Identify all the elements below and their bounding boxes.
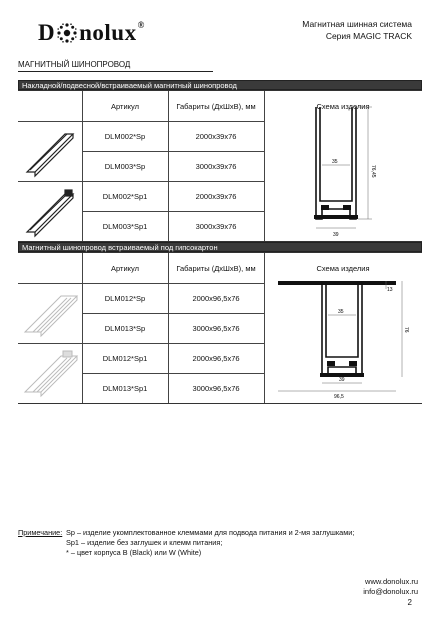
table1-row-line [82,211,264,212]
table2-row-line [82,373,264,374]
table2-row-line [18,283,264,284]
scheme2-flange-label: 13 [387,287,393,293]
track-profile-sp1-image [21,184,79,239]
table1-band: Накладной/подвесной/встраиваемый магнитный шинопровод [18,80,422,90]
table2-row4-dims: 3000х96,5х76 [192,384,240,393]
notes-line2: Sp1 – изделие без заглушек и клемм питания; [66,538,223,547]
notes-line1: Sp – изделие укомплектованное клеммами для подвода питания и 2-мя заглушками; [66,528,355,537]
footer-email-link[interactable]: info@donolux.ru [363,587,418,596]
table2-header-dims: Габариты (ДхШхВ), мм [176,264,256,273]
scheme2-inner-label: 35 [338,309,344,315]
table1-row2-dims: 3000х39х76 [195,162,237,171]
table2-row3-dims: 2000х96,5х76 [192,354,240,363]
table2-header-scheme: Схема изделия [316,264,370,273]
registered-mark: ® [137,20,145,30]
table1-row-line [18,181,264,182]
header-line2: Серия MAGIC TRACK [325,31,412,41]
scheme2-height-label: 76 [403,327,409,333]
table1-header-article: Артикул [111,102,139,111]
table1-divider [264,91,265,241]
table2-row-line [18,343,264,344]
table2 [18,252,422,404]
table2-row2-dims: 3000х96,5х76 [192,324,240,333]
table2-row-line [82,313,264,314]
table2-divider [264,253,265,403]
plaster-track-image [21,286,79,341]
table2-row1-dims: 2000х96,5х76 [192,294,240,303]
scheme1-bottom-label: 39 [333,232,339,237]
page-number: 2 [407,598,412,607]
table1 [18,90,422,242]
scheme2-bottom-label: 39 [339,377,345,383]
table1-row4-dims: 3000х39х76 [195,222,237,231]
profile-scheme-1 [288,101,403,237]
table1-row1-article: DLM002*Sp [104,132,146,141]
notes-line3: * – цвет корпуса B (Black) или W (White) [66,548,202,557]
brand-logo [38,20,145,46]
table1-row-line [82,151,264,152]
track-profile-image [21,124,79,179]
scheme2-width-label: 96,5 [334,394,344,399]
table1-row3-dims: 2000х39х76 [195,192,237,201]
header-line1: Магнитная шинная система [302,19,412,29]
table1-row-line [18,121,264,122]
footer-web-link[interactable]: www.donolux.ru [365,577,418,586]
table2-row3-article: DLM012*Sp1 [102,354,148,363]
scheme1-inner-label: 35 [332,159,338,165]
notes-label: Примечание: [18,528,63,537]
table1-header-dims: Габариты (ДхШхВ), мм [176,102,256,111]
table1-row4-article: DLM003*Sp1 [102,222,148,231]
table2-row4-article: DLM013*Sp1 [102,384,148,393]
section-title: МАГНИТНЫЙ ШИНОПРОВОД [18,60,131,69]
table1-row1-dims: 2000х39х76 [195,132,237,141]
section-underline [18,71,213,72]
brand-name-right: nolux [79,20,137,45]
brand-name-left: D [38,20,56,45]
table2-band: Магнитный шинопровод встраиваемый под гипсокартон [18,242,422,252]
profile-scheme-2 [276,275,416,399]
table2-row1-article: DLM012*Sp [104,294,146,303]
table1-row3-article: DLM002*Sp1 [102,192,148,201]
table2-row2-article: DLM013*Sp [104,324,146,333]
table1-header-scheme: Схема изделия [316,102,370,111]
scheme1-height-label: 76,45 [370,165,376,178]
table2-header-article: Артикул [111,264,139,273]
plaster-track-sp1-image [21,346,79,401]
table1-row2-article: DLM003*Sp [104,162,146,171]
sun-logo-icon [56,22,78,44]
